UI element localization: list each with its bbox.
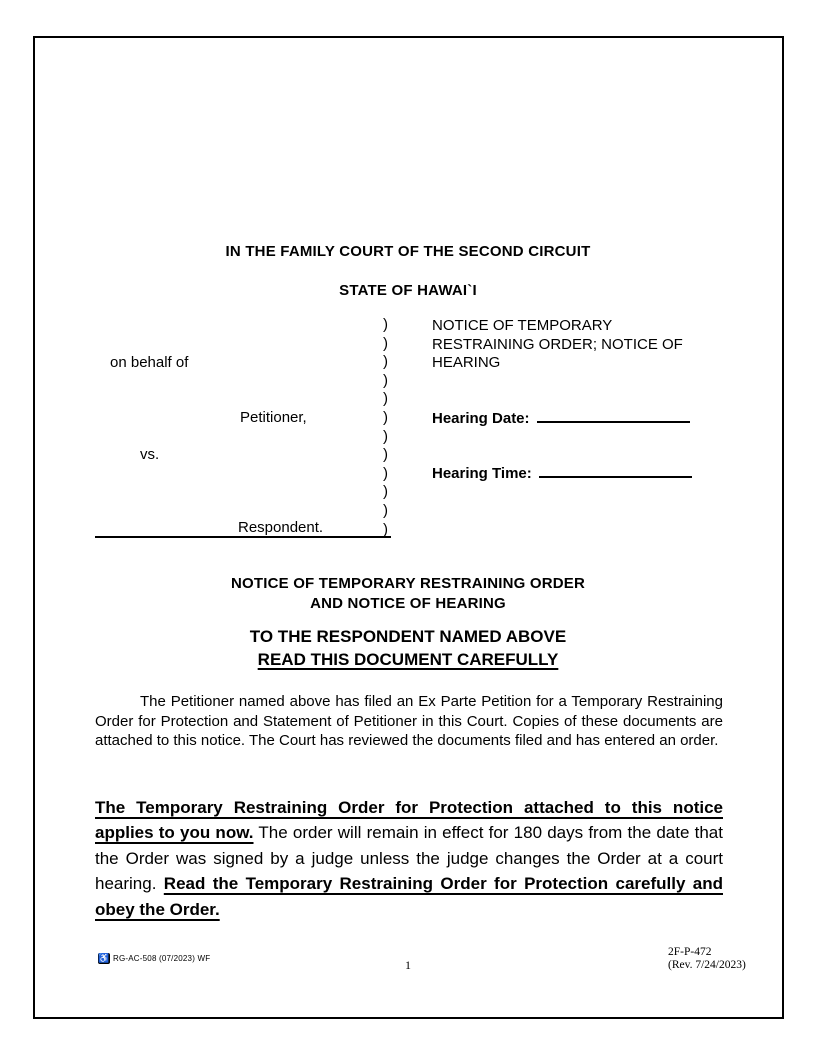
footer-doc-number: 2F-P-472	[668, 946, 712, 958]
court-name-line1: IN THE FAMILY COURT OF THE SECOND CIRCUIT	[225, 243, 591, 260]
vs-label: vs.	[140, 446, 160, 463]
footer-form-number: RG-AC-508 (07/2023) WF	[113, 954, 211, 963]
body-paragraph-2-bold-underline-1: The Temporary Restraining Order for Protection attached to this notice applies to you now.	[95, 798, 723, 843]
to-respondent-heading: TO THE RESPONDENT NAMED ABOVE	[249, 627, 567, 646]
hearing-time-row	[432, 463, 692, 482]
footer-revision-date: (Rev. 7/24/2023)	[668, 959, 746, 971]
document-title-line2: AND NOTICE OF HEARING	[310, 595, 506, 612]
caption-notice-title-line1: NOTICE OF TEMPORARY	[432, 317, 613, 334]
body-paragraph-1: The Petitioner named above has filed an Ex Parte Petition for a Temporary Restraining Order for Protection and Statement of Petitioner in this Court. Copies of these documents are attached to this notice. The Court has reviewed the documents filed and has entered an order.	[95, 693, 723, 750]
respondent-name-blank-line	[95, 536, 391, 538]
hearing-date-label: Hearing Date:	[432, 410, 530, 427]
respondent-label: Respondent.	[238, 519, 324, 536]
paren-glyph: )	[383, 427, 388, 445]
paren-glyph: )	[383, 316, 388, 333]
paren-glyph: )	[383, 464, 388, 482]
hearing-date-row	[432, 408, 690, 427]
hearing-time-blank-line	[539, 463, 692, 478]
paren-glyph: )	[383, 446, 388, 464]
court-name-line2: STATE OF HAWAI`I	[339, 282, 477, 299]
paren-glyph: )	[383, 520, 388, 538]
caption-notice-title	[432, 317, 722, 373]
page-number: 1	[405, 958, 411, 972]
body-paragraph-2-regular: The order will remain in effect for 180 days from the date that the Order was signed by a judge unless the judge changes the Order at a court hearing.	[95, 823, 723, 894]
paren-glyph: )	[383, 390, 388, 408]
paren-glyph: )	[383, 334, 388, 352]
hearing-date-blank-line	[537, 408, 690, 423]
read-carefully-heading: READ THIS DOCUMENT CAREFULLY	[257, 650, 559, 669]
paren-glyph: )	[383, 483, 388, 501]
petitioner-label: Petitioner,	[240, 409, 307, 426]
document-title-line1: NOTICE OF TEMPORARY RESTRAINING ORDER	[230, 575, 586, 592]
caption-notice-title-line2: RESTRAINING ORDER; NOTICE OF	[432, 335, 683, 353]
on-behalf-of-label: on behalf of	[110, 354, 189, 371]
body-paragraph-2	[95, 795, 723, 922]
body-paragraph-2-bold-underline-2: Read the Temporary Restraining Order for Protection carefully and obey the Order.	[95, 874, 723, 919]
accessibility-wheelchair-icon: ♿	[98, 953, 110, 963]
paren-glyph: )	[383, 408, 388, 426]
caption-notice-title-line3: HEARING	[432, 354, 501, 372]
hearing-time-label: Hearing Time:	[432, 465, 532, 482]
paren-glyph: )	[383, 371, 388, 389]
footer-doc-id	[668, 946, 746, 972]
paren-glyph: )	[383, 501, 388, 519]
caption-paren-column	[383, 316, 388, 539]
paren-glyph: )	[383, 353, 388, 371]
